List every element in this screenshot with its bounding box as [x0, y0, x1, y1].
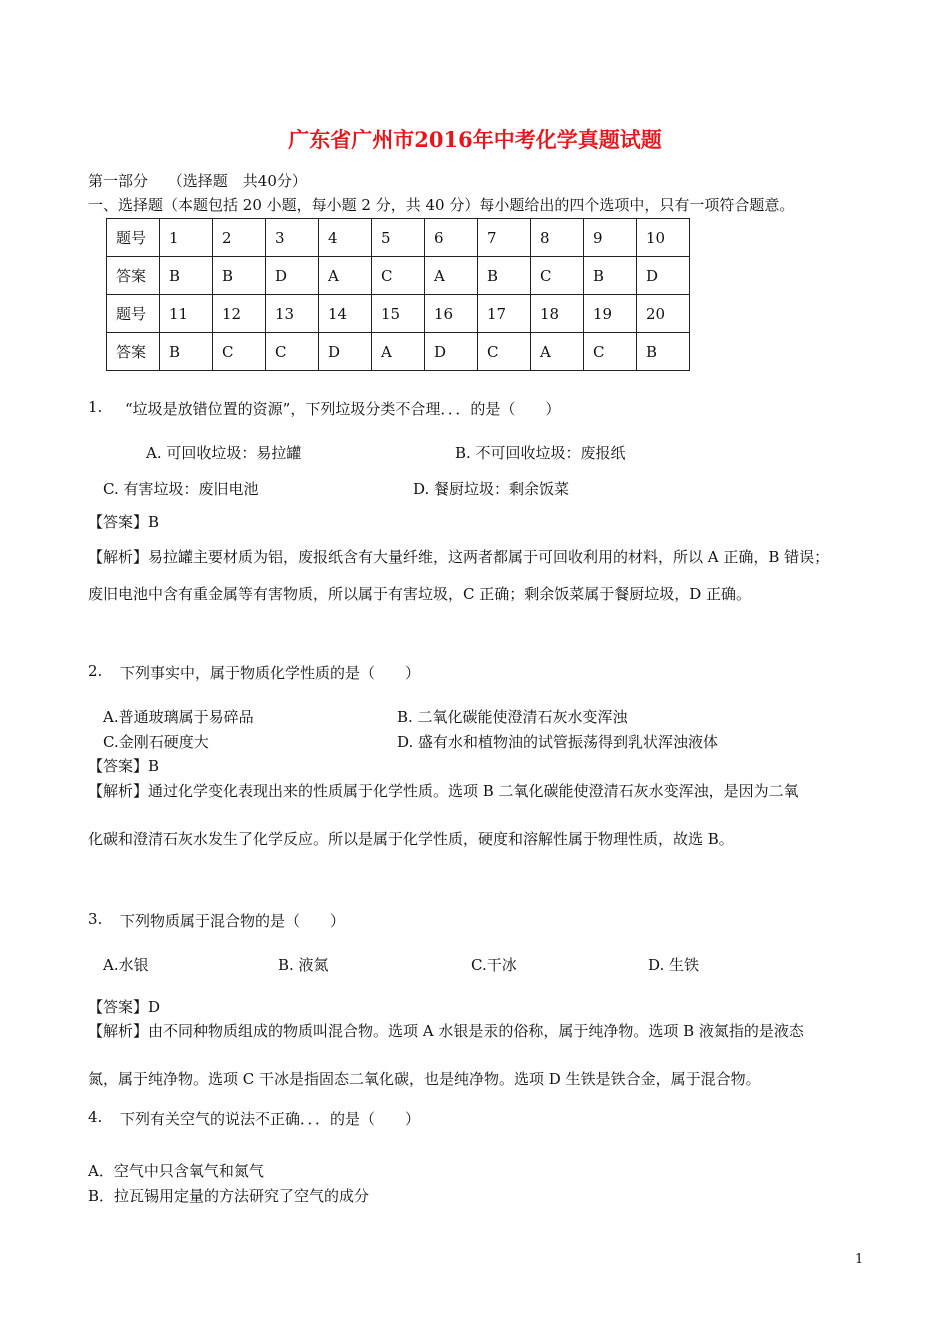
section-intro: 一、选择题（本题包括 20 小题，每小题 2 分，共 40 分）每小题给出的四个选项中，只有一项符合题意。: [88, 196, 795, 214]
question-stem: “垃圾是放错位置的资源”，下列垃圾分类不合理．．．的是（ ）: [125, 400, 561, 418]
analysis-text: 【解析】通过化学变化表现出来的性质属于化学性质。选项 B 二氧化碳能使澄清石灰水变浑浊，是因为二氧: [88, 782, 799, 800]
option-b: B. 液氮: [278, 956, 329, 974]
table-cell: 20: [637, 295, 690, 333]
option-d: D. 餐厨垃圾：剩余饭菜: [413, 480, 570, 498]
option-b: B．拉瓦锡用定量的方法研究了空气的成分: [88, 1187, 370, 1205]
table-cell: B: [213, 257, 266, 295]
table-cell: C: [478, 333, 531, 371]
table-row: [107, 295, 690, 333]
analysis-text: 【解析】由不同种物质组成的物质叫混合物。选项 A 水银是汞的俗称，属于纯净物。选项 B 液氮指的是液态: [88, 1022, 804, 1040]
table-cell: 4: [319, 219, 372, 257]
table-cell: 9: [584, 219, 637, 257]
answer-table: [106, 218, 690, 371]
table-cell: B: [637, 333, 690, 371]
option-a: A．空气中只含氧气和氮气: [88, 1162, 264, 1180]
row-label: 题号: [107, 219, 160, 257]
option-d: D. 生铁: [648, 956, 700, 974]
row-label: 答案: [107, 333, 160, 371]
table-cell: 2: [213, 219, 266, 257]
question-stem: 下列物质属于混合物的是（ ）: [120, 912, 346, 930]
table-cell: 1: [160, 219, 213, 257]
answer-label: 【答案】B: [88, 513, 160, 531]
table-cell: B: [160, 257, 213, 295]
table-cell: C: [372, 257, 425, 295]
analysis-text: 化碳和澄清石灰水发生了化学反应。所以是属于化学性质，硬度和溶解性属于物理性质，故选 B。: [88, 830, 734, 848]
option-b: B. 不可回收垃圾：废报纸: [455, 444, 626, 462]
table-cell: 18: [531, 295, 584, 333]
question-number: 1.: [88, 398, 103, 416]
option-a: A. 可回收垃圾：易拉罐: [146, 444, 302, 462]
table-cell: D: [266, 257, 319, 295]
row-label: 题号: [107, 295, 160, 333]
question-stem: 下列有关空气的说法不正确．．．的是（ ）: [120, 1110, 421, 1128]
table-cell: 7: [478, 219, 531, 257]
table-cell: A: [425, 257, 478, 295]
answer-label: 【答案】D: [88, 998, 161, 1016]
option-c: C.金刚石硬度大: [103, 733, 209, 751]
option-a: A.水银: [103, 956, 149, 974]
table-cell: D: [319, 333, 372, 371]
row-label: 答案: [107, 257, 160, 295]
table-cell: 16: [425, 295, 478, 333]
option-c: C. 有害垃圾：废旧电池: [103, 480, 259, 498]
option-c: C.干冰: [471, 956, 517, 974]
option-d: D. 盛有水和植物油的试管振荡得到乳状浑浊液体: [397, 733, 719, 751]
table-cell: 17: [478, 295, 531, 333]
table-cell: 10: [637, 219, 690, 257]
table-cell: B: [584, 257, 637, 295]
table-cell: A: [319, 257, 372, 295]
table-cell: 11: [160, 295, 213, 333]
table-cell: C: [531, 257, 584, 295]
question-number: 3.: [88, 910, 103, 928]
question-number: 4.: [88, 1108, 103, 1126]
table-cell: C: [213, 333, 266, 371]
option-a: A.普通玻璃属于易碎品: [103, 708, 254, 726]
table-cell: 6: [425, 219, 478, 257]
table-row: [107, 257, 690, 295]
page-number: 1: [855, 1252, 864, 1267]
document-title: 广东省广州市2016年中考化学真题试题: [288, 127, 662, 152]
table-cell: A: [372, 333, 425, 371]
table-cell: B: [160, 333, 213, 371]
part-heading: 第一部分 （选择题 共40分）: [88, 172, 307, 190]
analysis-text: 废旧电池中含有重金属等有害物质，所以属于有害垃圾，C 正确；剩余饭菜属于餐厨垃圾，D 正确。: [88, 585, 752, 603]
table-cell: D: [425, 333, 478, 371]
table-cell: B: [478, 257, 531, 295]
option-b: B. 二氧化碳能使澄清石灰水变浑浊: [397, 708, 628, 726]
table-row: [107, 219, 690, 257]
table-cell: C: [584, 333, 637, 371]
analysis-text: 【解析】易拉罐主要材质为铝，废报纸含有大量纤维，这两者都属于可回收利用的材料，所以 A 正确，B 错误；: [88, 548, 830, 566]
table-row: [107, 333, 690, 371]
table-cell: 14: [319, 295, 372, 333]
table-cell: 8: [531, 219, 584, 257]
table-cell: 12: [213, 295, 266, 333]
table-cell: 13: [266, 295, 319, 333]
table-cell: A: [531, 333, 584, 371]
table-cell: 5: [372, 219, 425, 257]
question-number: 2.: [88, 662, 103, 680]
table-cell: C: [266, 333, 319, 371]
question-stem: 下列事实中，属于物质化学性质的是（ ）: [120, 664, 421, 682]
table-cell: D: [637, 257, 690, 295]
analysis-text: 氮，属于纯净物。选项 C 干冰是指固态二氧化碳，也是纯净物。选项 D 生铁是铁合金，属于混合物。: [88, 1070, 761, 1088]
table-cell: 19: [584, 295, 637, 333]
answer-label: 【答案】B: [88, 757, 160, 775]
table-cell: 3: [266, 219, 319, 257]
table-cell: 15: [372, 295, 425, 333]
